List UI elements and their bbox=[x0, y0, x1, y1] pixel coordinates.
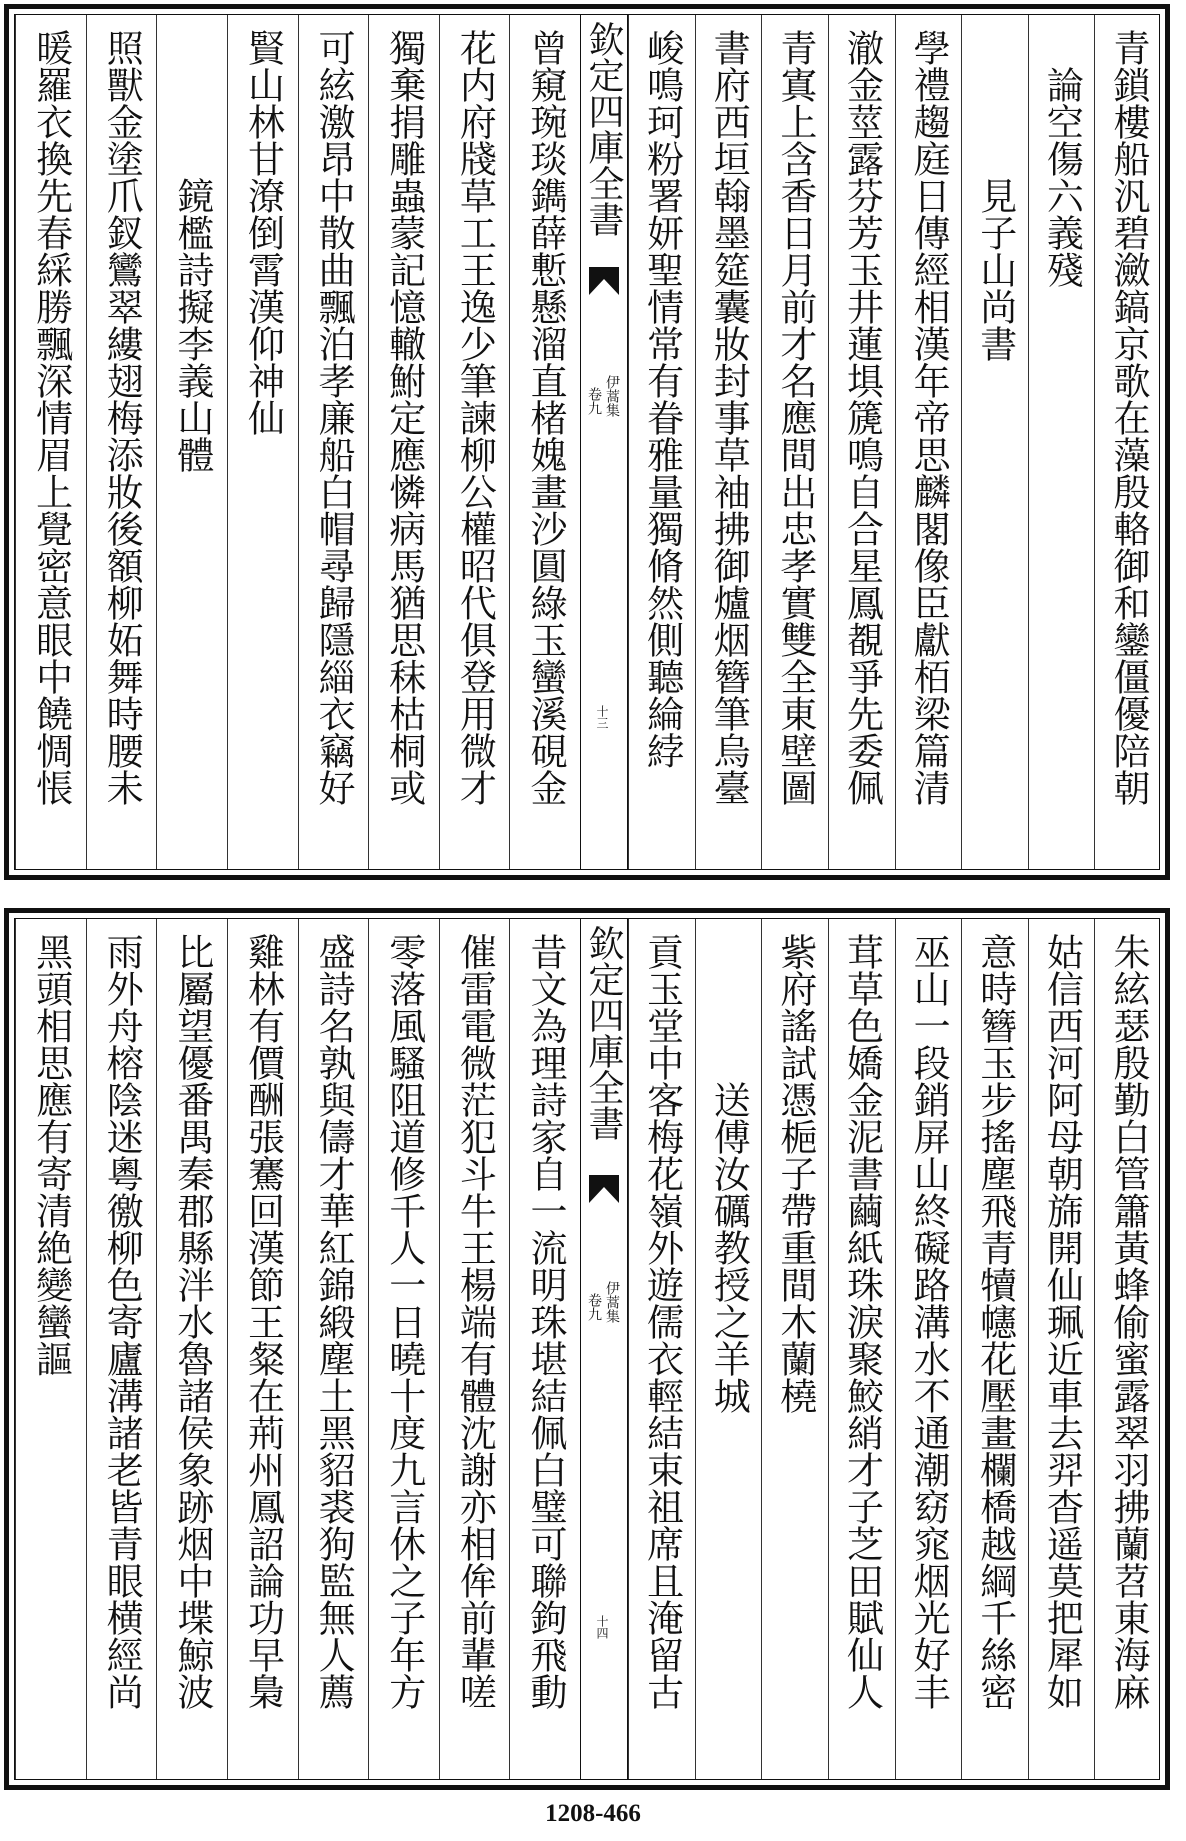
banner-book: 伊蒿集 bbox=[604, 1281, 620, 1323]
column-text: 比屬望優番禺秦郡縣泮水魯諸侯象跡烟中堞鯨波 bbox=[170, 933, 214, 1710]
text-column bbox=[628, 919, 695, 1779]
text-column bbox=[628, 15, 695, 869]
text-column bbox=[761, 919, 828, 1779]
column-text: 盛詩名孰與儔才華紅錦緞塵土黑貂裘狗監無人薦 bbox=[312, 933, 356, 1710]
text-column bbox=[828, 15, 895, 869]
column-text: 青鎖樓船汎碧瀲鎬京歌在藻殷輅御和鑾僵優陪朝 bbox=[1107, 29, 1150, 806]
column-text: 紫府謠試憑梔子帶重間木蘭橈 bbox=[773, 933, 817, 1414]
column-text: 黑頭相思應有寄清絶變蠻謳 bbox=[29, 933, 73, 1377]
text-column bbox=[828, 919, 895, 1779]
text-column bbox=[1028, 15, 1095, 869]
page-top-inner bbox=[14, 14, 1160, 870]
column-text: 澈金莖露芬芳玉井蓮埧篪鳴自合星鳳覩爭先委佩 bbox=[840, 29, 884, 806]
column-text: 青寘上含香日月前才名應間出忠孝實雙全東壁圖 bbox=[773, 29, 817, 806]
column-text: 昔文為理詩家自一流明珠堪結佩白璧可聯鉤飛動 bbox=[524, 933, 567, 1710]
fish-tail-mark-icon bbox=[589, 1175, 619, 1203]
column-text: 朱絃瑟殷勤白管簫黃蜂偷蜜露翠羽拂蘭苕東海麻 bbox=[1107, 933, 1150, 1710]
text-column bbox=[227, 919, 298, 1779]
page-bottom-inner bbox=[14, 918, 1160, 1780]
page-banner bbox=[580, 15, 628, 869]
page-bottom bbox=[4, 908, 1170, 1790]
banner-title: 欽定四庫全書 bbox=[583, 925, 624, 1141]
column-text: 學禮趨庭日傳經相漢年帝思麟閣像臣獻栢梁篇清 bbox=[907, 29, 951, 806]
column-text: 鏡檻詩擬李義山體 bbox=[170, 29, 214, 473]
column-text: 峻鳴珂粉署妍聖情常有眷雅量獨脩然側聽綸綍 bbox=[640, 29, 684, 769]
column-text: 論空傷六義殘 bbox=[1040, 29, 1084, 288]
text-column bbox=[509, 15, 580, 869]
text-column bbox=[227, 15, 298, 869]
page-banner bbox=[580, 919, 628, 1779]
column-text: 賢山林甘潦倒霄漢仰神仙 bbox=[241, 29, 285, 436]
column-text: 雞林有價酬張騫回漢節王粲在荊州鳳詔論功早梟 bbox=[241, 933, 285, 1710]
text-column bbox=[156, 919, 227, 1779]
text-column bbox=[695, 919, 762, 1779]
column-text: 花内府牋草工王逸少筆諫柳公權昭代俱登用微才 bbox=[453, 29, 497, 806]
column-text: 茸草色嬌金泥書繭紙珠淚聚鮫綃才子芝田賦仙人 bbox=[840, 933, 884, 1710]
text-column bbox=[86, 919, 157, 1779]
text-column bbox=[86, 15, 157, 869]
column-text: 可絃激昂中散曲飄泊孝廉船白帽尋歸隱緇衣竊好 bbox=[312, 29, 356, 806]
column-text: 意時簪玉步搖塵飛青犢幰花壓畫欄橋越綱千絲密 bbox=[973, 933, 1017, 1710]
column-text: 書府西垣翰墨筵囊妝封事草袖拂御爐烟簪筆烏臺 bbox=[707, 29, 751, 806]
fish-tail-mark-icon bbox=[589, 267, 619, 295]
text-column bbox=[439, 919, 510, 1779]
banner-volume: 卷九 bbox=[586, 1293, 602, 1321]
banner-page-number: 十四 bbox=[595, 1615, 609, 1639]
text-column bbox=[895, 919, 962, 1779]
column-text: 貢玉堂中客梅花嶺外遊儒衣輕結束祖席且淹留古 bbox=[640, 933, 684, 1710]
text-column bbox=[298, 15, 369, 869]
banner-page-number: 十三 bbox=[595, 705, 609, 729]
text-column bbox=[298, 919, 369, 1779]
page-top bbox=[4, 4, 1170, 880]
column-text: 姑信西河阿母朝旆開仙珮近車去羿杳遥莫把犀如 bbox=[1040, 933, 1084, 1710]
text-column bbox=[15, 15, 86, 869]
text-column bbox=[761, 15, 828, 869]
text-column bbox=[368, 919, 439, 1779]
text-column bbox=[509, 919, 580, 1779]
page-footer-number: 1208-466 bbox=[545, 1800, 641, 1827]
column-text: 見子山尚書 bbox=[973, 29, 1017, 362]
text-column bbox=[961, 919, 1028, 1779]
banner-title: 欽定四庫全書 bbox=[583, 21, 624, 237]
text-column bbox=[961, 15, 1028, 869]
column-text: 送傅汝礪教授之羊城 bbox=[707, 933, 751, 1414]
column-text: 雨外舟榕陰迷粵徼柳色寄廬溝諸老皆青眼横經尚 bbox=[100, 933, 144, 1710]
column-text: 暖羅衣換先春綵勝飄深情眉上覺密意眼中饒惆悵 bbox=[29, 29, 73, 806]
text-column bbox=[368, 15, 439, 869]
column-text: 照獸金塗爪釵鸞翠縷翅梅添妝後額柳妬舞時腰未 bbox=[100, 29, 144, 806]
text-column bbox=[1094, 919, 1161, 1779]
text-column bbox=[156, 15, 227, 869]
banner-volume: 卷九 bbox=[586, 387, 602, 415]
column-text: 曾窺琬琰鐫薛慙懸溜直楮媿畫沙圓綠玉蠻溪硯金 bbox=[524, 29, 567, 806]
text-column bbox=[895, 15, 962, 869]
text-column bbox=[15, 919, 86, 1779]
text-column bbox=[439, 15, 510, 869]
column-text: 催雷電微茫犯斗牛王楊端有體沈謝亦相侔前輩嗟 bbox=[453, 933, 497, 1710]
column-text: 零落風騷阻道修千人一日曉十度九言休之子年方 bbox=[382, 933, 426, 1710]
text-column bbox=[1094, 15, 1161, 869]
banner-book: 伊蒿集 bbox=[604, 375, 620, 417]
column-text: 巫山一段銷屏山終礙路溝水不通潮窈窕烟光好丰 bbox=[907, 933, 951, 1710]
text-column bbox=[1028, 919, 1095, 1779]
text-column bbox=[695, 15, 762, 869]
column-text: 獨棄捐雕蟲蒙記憶轍鮒定應憐病馬猶思秣枯桐或 bbox=[382, 29, 426, 806]
